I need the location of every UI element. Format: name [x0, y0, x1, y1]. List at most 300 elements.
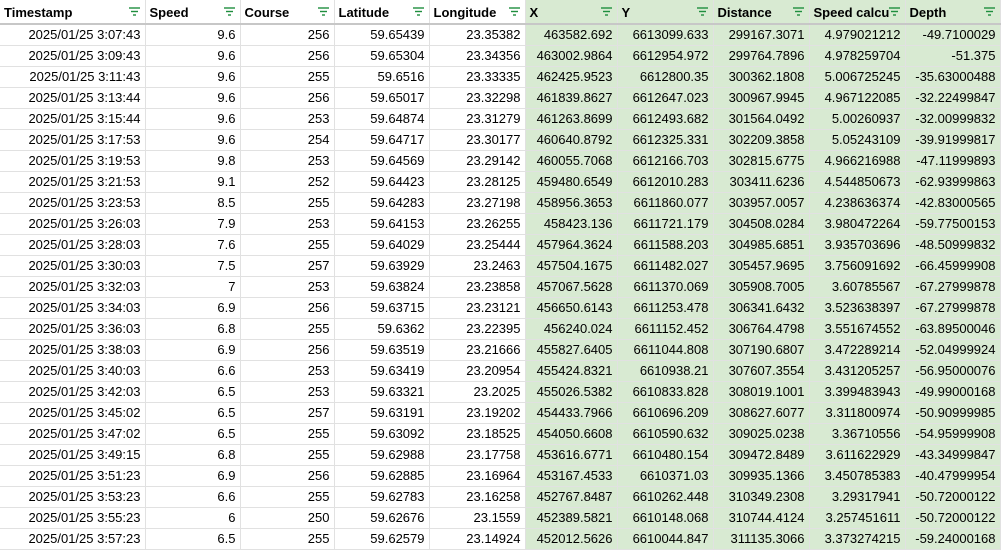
table-cell[interactable]: 59.64153 [334, 213, 429, 234]
table-cell[interactable]: 452012.5626 [525, 528, 617, 549]
table-cell[interactable]: 256 [240, 465, 334, 486]
table-cell[interactable]: 6 [145, 507, 240, 528]
table-row [0, 507, 1000, 528]
table-cell[interactable]: 23.29142 [429, 150, 525, 171]
table-cell[interactable]: -39.91999817 [905, 129, 1000, 150]
table-cell[interactable]: 250 [240, 507, 334, 528]
table-cell[interactable]: 458956.3653 [525, 192, 617, 213]
table-cell[interactable]: 9.8 [145, 150, 240, 171]
table-row [0, 87, 1000, 108]
table-row [0, 129, 1000, 150]
table-cell[interactable]: 3.431205257 [809, 360, 905, 381]
table-cell[interactable]: 306341.6432 [713, 297, 809, 318]
table-cell[interactable]: 257 [240, 255, 334, 276]
filter-icon[interactable] [601, 7, 612, 16]
column-header[interactable] [713, 0, 809, 24]
table-cell[interactable]: 2025/01/25 3:26:03 [0, 213, 145, 234]
table-cell[interactable]: 23.2025 [429, 381, 525, 402]
table-cell[interactable]: 59.63191 [334, 402, 429, 423]
table-cell[interactable]: 3.756091692 [809, 255, 905, 276]
column-header[interactable] [525, 0, 617, 24]
table-cell[interactable]: 3.472289214 [809, 339, 905, 360]
table-cell[interactable]: 4.544850673 [809, 171, 905, 192]
table-cell[interactable]: 2025/01/25 3:19:53 [0, 150, 145, 171]
table-cell[interactable]: 253 [240, 108, 334, 129]
table-cell[interactable]: 6612800.35 [617, 66, 713, 87]
table-row [0, 444, 1000, 465]
table-cell[interactable]: 6611044.808 [617, 339, 713, 360]
table-cell[interactable]: 456650.6143 [525, 297, 617, 318]
table-cell[interactable]: 59.63929 [334, 255, 429, 276]
table-cell[interactable]: 309025.0238 [713, 423, 809, 444]
table-cell[interactable]: -50.72000122 [905, 486, 1000, 507]
table-cell[interactable]: 59.65304 [334, 45, 429, 66]
table-cell[interactable]: 2025/01/25 3:28:03 [0, 234, 145, 255]
table-cell[interactable]: 7.5 [145, 255, 240, 276]
table-cell[interactable]: 6611152.452 [617, 318, 713, 339]
table-cell[interactable]: 452767.8487 [525, 486, 617, 507]
table-cell[interactable]: 2025/01/25 3:51:23 [0, 465, 145, 486]
table-body [0, 24, 1000, 549]
table-cell[interactable]: 2025/01/25 3:40:03 [0, 360, 145, 381]
table-cell[interactable]: 453167.4533 [525, 465, 617, 486]
table-row [0, 360, 1000, 381]
table-cell[interactable]: 256 [240, 297, 334, 318]
table-cell[interactable]: 310349.2308 [713, 486, 809, 507]
table-cell[interactable]: 9.1 [145, 171, 240, 192]
table-cell[interactable]: 455827.6405 [525, 339, 617, 360]
table-row [0, 66, 1000, 87]
table-cell[interactable]: 6612647.023 [617, 87, 713, 108]
table-cell[interactable]: 2025/01/25 3:11:43 [0, 66, 145, 87]
filter-icon[interactable] [413, 7, 424, 16]
table-cell[interactable]: 456240.024 [525, 318, 617, 339]
table-cell[interactable]: 23.16964 [429, 465, 525, 486]
table-cell[interactable]: 59.63715 [334, 297, 429, 318]
table-cell[interactable]: 23.14924 [429, 528, 525, 549]
column-header[interactable] [0, 0, 145, 24]
filter-icon[interactable] [509, 7, 520, 16]
column-header-label: Latitude [338, 4, 390, 20]
table-row [0, 255, 1000, 276]
table-cell[interactable]: 2025/01/25 3:32:03 [0, 276, 145, 297]
table-cell[interactable]: 461263.8699 [525, 108, 617, 129]
table-cell[interactable]: 255 [240, 234, 334, 255]
table-cell[interactable]: 6611253.478 [617, 297, 713, 318]
table-cell[interactable]: 302815.6775 [713, 150, 809, 171]
table-cell[interactable]: 301564.0492 [713, 108, 809, 129]
table-cell[interactable]: 458423.136 [525, 213, 617, 234]
filter-icon[interactable] [697, 7, 708, 16]
column-header-label: Distance [717, 4, 772, 20]
table-cell[interactable]: 6610148.068 [617, 507, 713, 528]
table-cell[interactable]: 461839.8627 [525, 87, 617, 108]
table-row [0, 192, 1000, 213]
table-cell[interactable]: 254 [240, 129, 334, 150]
table-cell[interactable]: 305457.9695 [713, 255, 809, 276]
table-cell[interactable]: 7 [145, 276, 240, 297]
table-cell[interactable]: 23.17758 [429, 444, 525, 465]
table-cell[interactable]: 6.9 [145, 297, 240, 318]
table-cell[interactable]: 460055.7068 [525, 150, 617, 171]
table-row [0, 45, 1000, 66]
table-cell[interactable]: 457067.5628 [525, 276, 617, 297]
table-cell[interactable]: 253 [240, 150, 334, 171]
table-cell[interactable]: 6.9 [145, 339, 240, 360]
table-cell[interactable]: 2025/01/25 3:53:23 [0, 486, 145, 507]
table-cell[interactable]: 59.63419 [334, 360, 429, 381]
table-cell[interactable]: 2025/01/25 3:21:53 [0, 171, 145, 192]
table-cell[interactable]: -63.89500046 [905, 318, 1000, 339]
column-header-label: Timestamp [4, 4, 73, 20]
table-cell[interactable]: 309935.1366 [713, 465, 809, 486]
table-cell[interactable]: 457504.1675 [525, 255, 617, 276]
table-cell[interactable]: 59.64569 [334, 150, 429, 171]
table-cell[interactable]: -67.27999878 [905, 297, 1000, 318]
table-cell[interactable]: 3.311800974 [809, 402, 905, 423]
table-cell[interactable]: 256 [240, 45, 334, 66]
table-cell[interactable]: 2025/01/25 3:34:03 [0, 297, 145, 318]
table-cell[interactable]: 3.523638397 [809, 297, 905, 318]
table-cell[interactable]: 6.6 [145, 360, 240, 381]
table-cell[interactable]: 6611860.077 [617, 192, 713, 213]
table-cell[interactable]: 59.63519 [334, 339, 429, 360]
table-cell[interactable]: 255 [240, 444, 334, 465]
table-cell[interactable]: 6.8 [145, 318, 240, 339]
table-row [0, 171, 1000, 192]
table-cell[interactable]: 308627.6077 [713, 402, 809, 423]
column-header[interactable] [334, 0, 429, 24]
table-cell[interactable]: 6.5 [145, 423, 240, 444]
table-cell[interactable]: 59.64717 [334, 129, 429, 150]
table-cell[interactable]: 59.62885 [334, 465, 429, 486]
table-cell[interactable]: 6610938.21 [617, 360, 713, 381]
table-cell[interactable]: 23.26255 [429, 213, 525, 234]
table-cell[interactable]: 2025/01/25 3:55:23 [0, 507, 145, 528]
table-cell[interactable]: 23.18525 [429, 423, 525, 444]
table-cell[interactable]: 462425.9523 [525, 66, 617, 87]
table-cell[interactable]: 59.63321 [334, 381, 429, 402]
table-cell[interactable]: -48.50999832 [905, 234, 1000, 255]
table-cell[interactable]: 6610371.03 [617, 465, 713, 486]
filter-icon[interactable] [129, 7, 140, 16]
table-cell[interactable]: 2025/01/25 3:42:03 [0, 381, 145, 402]
table-row [0, 24, 1000, 45]
table-cell[interactable]: 255 [240, 66, 334, 87]
column-header[interactable] [905, 0, 1000, 24]
table-cell[interactable]: 3.611622929 [809, 444, 905, 465]
table-cell[interactable]: 9.6 [145, 66, 240, 87]
table-cell[interactable]: -66.45999908 [905, 255, 1000, 276]
column-header-label: Speed calcu [813, 4, 890, 20]
table-cell[interactable]: 453616.6771 [525, 444, 617, 465]
table-cell[interactable]: 3.36710556 [809, 423, 905, 444]
table-cell[interactable]: 303957.0057 [713, 192, 809, 213]
table-cell[interactable]: 2025/01/25 3:57:23 [0, 528, 145, 549]
table-cell[interactable]: 455424.8321 [525, 360, 617, 381]
table-cell[interactable]: 59.65439 [334, 24, 429, 45]
table-cell[interactable]: -49.99000168 [905, 381, 1000, 402]
table-cell[interactable]: 309472.8489 [713, 444, 809, 465]
table-cell[interactable]: 23.32298 [429, 87, 525, 108]
table-row [0, 108, 1000, 129]
table-cell[interactable]: 4.978259704 [809, 45, 905, 66]
table-cell[interactable]: 3.373274215 [809, 528, 905, 549]
table-cell[interactable]: -32.00999832 [905, 108, 1000, 129]
table-cell[interactable]: 255 [240, 423, 334, 444]
table-cell[interactable]: 6610833.828 [617, 381, 713, 402]
table-cell[interactable]: 59.6362 [334, 318, 429, 339]
table-cell[interactable]: 59.64029 [334, 234, 429, 255]
table-cell[interactable]: 302209.3858 [713, 129, 809, 150]
table-cell[interactable]: 7.6 [145, 234, 240, 255]
column-header-label: X [529, 4, 539, 20]
table-cell[interactable]: 255 [240, 528, 334, 549]
table-cell[interactable]: 23.20954 [429, 360, 525, 381]
table-cell[interactable]: 253 [240, 381, 334, 402]
table-cell[interactable]: 256 [240, 339, 334, 360]
table-row [0, 402, 1000, 423]
table-cell[interactable]: 23.35382 [429, 24, 525, 45]
column-header[interactable] [240, 0, 334, 24]
table-cell[interactable]: 59.62988 [334, 444, 429, 465]
table-cell[interactable]: 6611588.203 [617, 234, 713, 255]
filter-icon[interactable] [984, 7, 995, 16]
table-cell[interactable]: -35.63000488 [905, 66, 1000, 87]
table-cell[interactable]: 2025/01/25 3:36:03 [0, 318, 145, 339]
table-cell[interactable]: 23.31279 [429, 108, 525, 129]
table-cell[interactable]: 6610590.632 [617, 423, 713, 444]
table-cell[interactable]: 9.6 [145, 24, 240, 45]
table-cell[interactable]: -47.11999893 [905, 150, 1000, 171]
table-cell[interactable]: 2025/01/25 3:49:15 [0, 444, 145, 465]
table-cell[interactable]: 3.29317941 [809, 486, 905, 507]
table-cell[interactable]: 59.62676 [334, 507, 429, 528]
table-cell[interactable]: 252 [240, 171, 334, 192]
column-header-label: Depth [909, 4, 947, 20]
table-cell[interactable]: 59.64283 [334, 192, 429, 213]
table-cell[interactable]: 7.9 [145, 213, 240, 234]
table-cell[interactable]: -50.90999985 [905, 402, 1000, 423]
table-row [0, 465, 1000, 486]
table-cell[interactable]: -50.72000122 [905, 507, 1000, 528]
table-cell[interactable]: 304985.6851 [713, 234, 809, 255]
table-cell[interactable]: 253 [240, 276, 334, 297]
table-cell[interactable]: 5.006725245 [809, 66, 905, 87]
table-cell[interactable]: 6612954.972 [617, 45, 713, 66]
table-cell[interactable]: -52.04999924 [905, 339, 1000, 360]
table-cell[interactable]: 454050.6608 [525, 423, 617, 444]
table-cell[interactable]: -67.27999878 [905, 276, 1000, 297]
table-cell[interactable]: 9.6 [145, 108, 240, 129]
table-cell[interactable]: 255 [240, 192, 334, 213]
column-header[interactable] [429, 0, 525, 24]
table-cell[interactable]: 4.967122085 [809, 87, 905, 108]
table-cell[interactable]: 2025/01/25 3:17:53 [0, 129, 145, 150]
table-cell[interactable]: 299764.7896 [713, 45, 809, 66]
table-cell[interactable]: 300967.9945 [713, 87, 809, 108]
table-cell[interactable]: 23.19202 [429, 402, 525, 423]
table-cell[interactable]: 2025/01/25 3:23:53 [0, 192, 145, 213]
table-cell[interactable]: 23.2463 [429, 255, 525, 276]
table-cell[interactable]: 6610696.209 [617, 402, 713, 423]
table-cell[interactable]: 6610262.448 [617, 486, 713, 507]
table-cell[interactable]: 23.34356 [429, 45, 525, 66]
table-cell[interactable]: 308019.1001 [713, 381, 809, 402]
table-cell[interactable]: 23.16258 [429, 486, 525, 507]
table-cell[interactable]: 454433.7966 [525, 402, 617, 423]
table-cell[interactable]: 23.33335 [429, 66, 525, 87]
table-cell[interactable]: 23.30177 [429, 129, 525, 150]
table-cell[interactable]: 463582.692 [525, 24, 617, 45]
table-cell[interactable]: 4.979021212 [809, 24, 905, 45]
table-cell[interactable]: -51.375 [905, 45, 1000, 66]
table-row [0, 213, 1000, 234]
table-cell[interactable]: 23.21666 [429, 339, 525, 360]
table-cell[interactable]: 5.05243109 [809, 129, 905, 150]
table-cell[interactable]: 253 [240, 213, 334, 234]
table-cell[interactable]: 23.23121 [429, 297, 525, 318]
table-cell[interactable]: 6.6 [145, 486, 240, 507]
table-cell[interactable]: 5.00260937 [809, 108, 905, 129]
table-cell[interactable]: 6612493.682 [617, 108, 713, 129]
table-cell[interactable]: 2025/01/25 3:47:02 [0, 423, 145, 444]
table-cell[interactable]: 306764.4798 [713, 318, 809, 339]
table-row [0, 339, 1000, 360]
table-row [0, 486, 1000, 507]
table-cell[interactable]: 6613099.633 [617, 24, 713, 45]
table-cell[interactable]: -59.77500153 [905, 213, 1000, 234]
table-cell[interactable]: 455026.5382 [525, 381, 617, 402]
table-cell[interactable]: 257 [240, 402, 334, 423]
table-cell[interactable]: 6612010.283 [617, 171, 713, 192]
table-cell[interactable]: 299167.3071 [713, 24, 809, 45]
table-cell[interactable]: 8.5 [145, 192, 240, 213]
column-header-label: Longitude [433, 4, 497, 20]
column-header[interactable] [617, 0, 713, 24]
table-cell[interactable]: -54.95999908 [905, 423, 1000, 444]
table-cell[interactable]: 305908.7005 [713, 276, 809, 297]
filter-icon[interactable] [224, 7, 235, 16]
table-cell[interactable]: 6610480.154 [617, 444, 713, 465]
table-cell[interactable]: 9.6 [145, 129, 240, 150]
table-cell[interactable]: -32.22499847 [905, 87, 1000, 108]
table-cell[interactable]: 6612325.331 [617, 129, 713, 150]
table-cell[interactable]: 23.22395 [429, 318, 525, 339]
table-row [0, 234, 1000, 255]
table-cell[interactable]: 23.25444 [429, 234, 525, 255]
table-cell[interactable]: 303411.6236 [713, 171, 809, 192]
table-cell[interactable]: 59.62783 [334, 486, 429, 507]
table-cell[interactable]: 2025/01/25 3:38:03 [0, 339, 145, 360]
column-header[interactable] [809, 0, 905, 24]
table-cell[interactable]: 2025/01/25 3:09:43 [0, 45, 145, 66]
table-cell[interactable]: 3.450785383 [809, 465, 905, 486]
table-cell[interactable]: 4.238636374 [809, 192, 905, 213]
table-cell[interactable]: -42.83000565 [905, 192, 1000, 213]
table-cell[interactable]: 307190.6807 [713, 339, 809, 360]
table-cell[interactable]: 256 [240, 87, 334, 108]
filter-icon[interactable] [793, 7, 804, 16]
table-cell[interactable]: 2025/01/25 3:15:44 [0, 108, 145, 129]
table-cell[interactable]: 2025/01/25 3:07:43 [0, 24, 145, 45]
table-cell[interactable]: 59.63092 [334, 423, 429, 444]
table-cell[interactable]: -43.34999847 [905, 444, 1000, 465]
table-cell[interactable]: -49.7100029 [905, 24, 1000, 45]
table-cell[interactable]: 3.257451611 [809, 507, 905, 528]
table-row [0, 318, 1000, 339]
filter-icon[interactable] [889, 7, 900, 16]
table-cell[interactable]: 459480.6549 [525, 171, 617, 192]
table-cell[interactable]: 4.966216988 [809, 150, 905, 171]
table-cell[interactable]: 59.63824 [334, 276, 429, 297]
table-cell[interactable]: 6611482.027 [617, 255, 713, 276]
table-cell[interactable]: 6.8 [145, 444, 240, 465]
table-cell[interactable]: 6.9 [145, 465, 240, 486]
table-cell[interactable]: 2025/01/25 3:13:44 [0, 87, 145, 108]
table-cell[interactable]: 304508.0284 [713, 213, 809, 234]
table-cell[interactable]: 3.399483943 [809, 381, 905, 402]
table-cell[interactable]: 6611721.179 [617, 213, 713, 234]
table-cell[interactable]: 6.5 [145, 528, 240, 549]
table-cell[interactable]: 59.65017 [334, 87, 429, 108]
table-cell[interactable]: 457964.3624 [525, 234, 617, 255]
table-cell[interactable]: 6612166.703 [617, 150, 713, 171]
table-cell[interactable]: 253 [240, 360, 334, 381]
table-cell[interactable]: 307607.3554 [713, 360, 809, 381]
table-cell[interactable]: 3.60785567 [809, 276, 905, 297]
table-cell[interactable]: 9.6 [145, 45, 240, 66]
table-cell[interactable]: 6611370.069 [617, 276, 713, 297]
table-cell[interactable]: 310744.4124 [713, 507, 809, 528]
table-cell[interactable]: 3.935703696 [809, 234, 905, 255]
table-cell[interactable]: 59.62579 [334, 528, 429, 549]
table-cell[interactable]: 23.1559 [429, 507, 525, 528]
table-row [0, 528, 1000, 549]
table-cell[interactable]: 23.27198 [429, 192, 525, 213]
table-cell[interactable]: 256 [240, 24, 334, 45]
table-cell[interactable]: 6610044.847 [617, 528, 713, 549]
filter-icon[interactable] [318, 7, 329, 16]
table-cell[interactable]: -56.95000076 [905, 360, 1000, 381]
table-cell[interactable]: 255 [240, 486, 334, 507]
table-cell[interactable]: 3.551674552 [809, 318, 905, 339]
table-cell[interactable]: -59.24000168 [905, 528, 1000, 549]
table-cell[interactable]: 59.64423 [334, 171, 429, 192]
table-cell[interactable]: 59.6516 [334, 66, 429, 87]
table-cell[interactable]: 3.980472264 [809, 213, 905, 234]
table-cell[interactable]: 23.23858 [429, 276, 525, 297]
table-cell[interactable]: 23.28125 [429, 171, 525, 192]
table-cell[interactable]: 255 [240, 318, 334, 339]
table-cell[interactable]: 6.5 [145, 402, 240, 423]
table-cell[interactable]: 300362.1808 [713, 66, 809, 87]
table-cell[interactable]: 452389.5821 [525, 507, 617, 528]
table-cell[interactable]: 2025/01/25 3:30:03 [0, 255, 145, 276]
table-cell[interactable]: 460640.8792 [525, 129, 617, 150]
table-cell[interactable]: 463002.9864 [525, 45, 617, 66]
column-header[interactable] [145, 0, 240, 24]
table-cell[interactable]: 2025/01/25 3:45:02 [0, 402, 145, 423]
header-row [0, 0, 1000, 24]
table-cell[interactable]: 9.6 [145, 87, 240, 108]
column-header-label: Y [621, 4, 631, 20]
table-cell[interactable]: -40.47999954 [905, 465, 1000, 486]
table-cell[interactable]: 6.5 [145, 381, 240, 402]
table-cell[interactable]: -62.93999863 [905, 171, 1000, 192]
table-cell[interactable]: 59.64874 [334, 108, 429, 129]
table-cell[interactable]: 311135.3066 [713, 528, 809, 549]
